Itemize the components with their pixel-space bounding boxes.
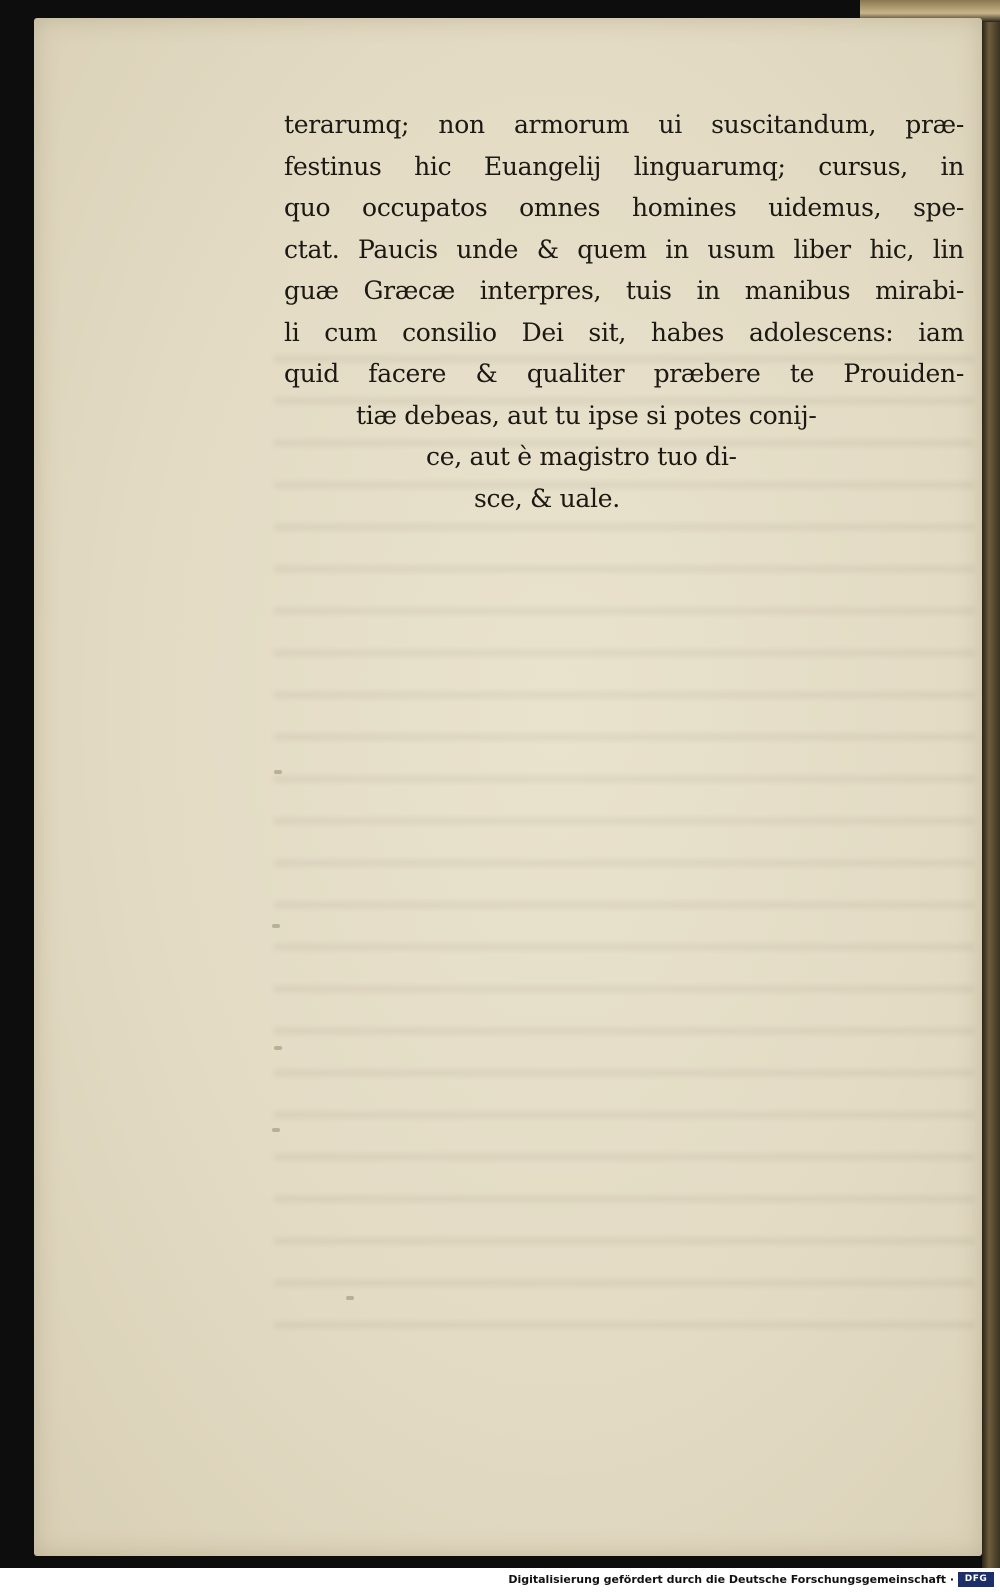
text-line: ce, aut è magistro tuo di- — [426, 442, 737, 471]
text-line: quid facere & qualiter præbere te Prouiden- — [284, 359, 964, 388]
funding-credit: Digitalisierung gefördert durch die Deutsche Forschungsgemeinschaft · — [508, 1573, 954, 1586]
latin-text-block — [284, 104, 964, 519]
text-line: guæ Græcæ interpres, tuis in manibus mirabi- — [284, 276, 964, 305]
footer-bar — [0, 1568, 1000, 1592]
book-edge — [982, 0, 1000, 1568]
text-line: sce, & uale. — [474, 483, 620, 513]
paper-speck — [272, 1128, 280, 1132]
text-line: li cum consilio Dei sit, habes adolescens: iam — [284, 317, 964, 347]
paper-speck — [272, 924, 280, 928]
text-line: ctat. Paucis unde & quem in usum liber hic, lin — [284, 234, 964, 264]
paper-speck — [346, 1296, 354, 1300]
dfg-logo-icon: DFG — [958, 1572, 994, 1587]
text-line: tiæ debeas, aut tu ipse si potes conij- — [356, 400, 817, 430]
text-line: terarumq; non armorum ui suscitandum, præ- — [284, 110, 964, 139]
book-page — [34, 18, 982, 1556]
text-line: quo occupatos omnes homines uidemus, spe- — [284, 193, 964, 222]
paper-speck — [274, 1046, 282, 1050]
paper-speck — [274, 770, 282, 774]
text-line: festinus hic Euangelij linguarumq; cursus, in — [284, 151, 964, 181]
